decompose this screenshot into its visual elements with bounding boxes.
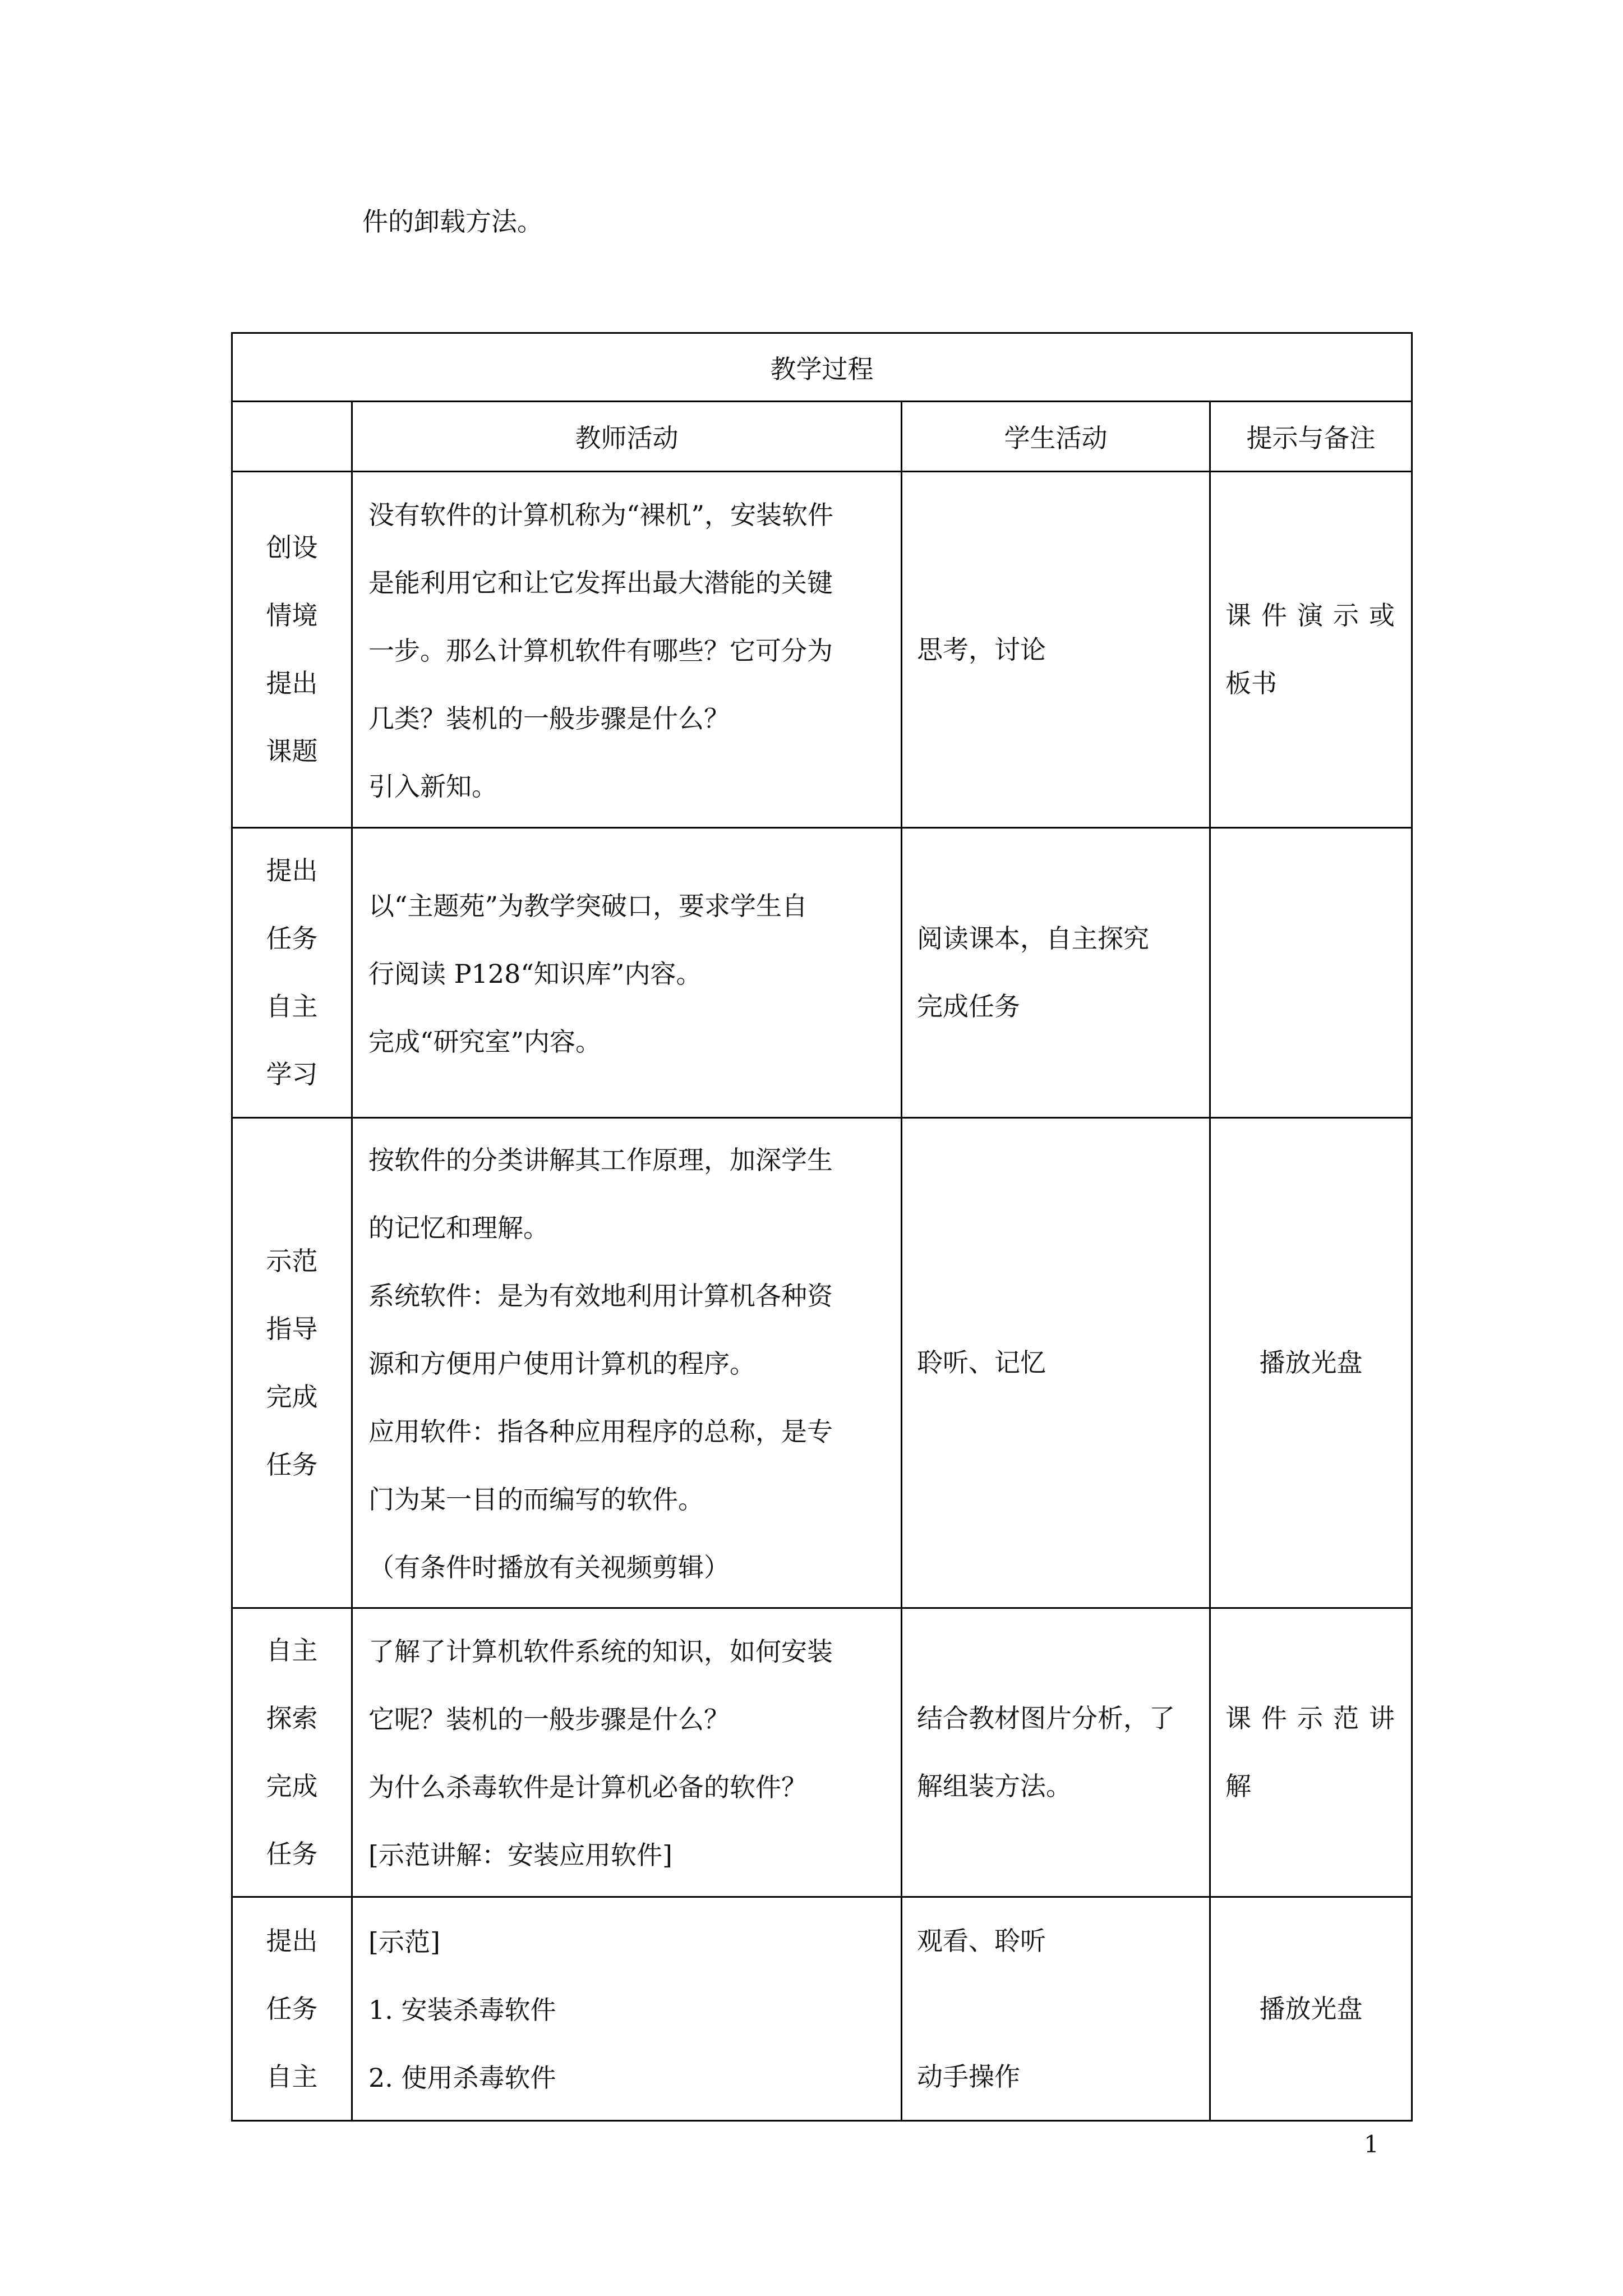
teacher-activity-cell [352,1608,902,1897]
stage-cell [232,828,352,1118]
teacher-line: 完成“研究室”内容。 [368,1026,602,1057]
teacher-line: 没有软件的计算机称为“裸机”，安装软件 [368,499,834,530]
notes-cell [1210,1608,1412,1897]
table-row [232,1608,1412,1897]
student-activity-cell [902,828,1210,1118]
table-row [232,1897,1412,2121]
student-line: 动手操作 [917,2061,1020,2092]
page-number: 1 [1364,2131,1379,2158]
stage-text: 创设 [266,532,318,563]
header-stage [232,402,352,472]
notes-cell [1210,1118,1412,1608]
table-row [232,828,1412,1118]
stage-text: 提出 [266,1925,318,1956]
stage-text: 任务 [266,923,318,954]
teacher-line: 按软件的分类讲解其工作原理，加深学生 [368,1145,833,1175]
student-activity-cell [902,472,1210,828]
teacher-line: 为什么杀毒软件是计算机必备的软件？ [368,1772,807,1802]
stage-text: 学习 [266,1059,318,1089]
teacher-line: 行阅读 P128“知识库”内容。 [368,958,702,989]
stage-text: 完成 [266,1771,318,1801]
table-row [232,1118,1412,1608]
teacher-line: 1. 安装杀毒软件 [368,1994,556,2025]
notes-cell [1210,828,1412,1118]
teacher-line: 2. 使用杀毒软件 [368,2062,556,2093]
header-row [232,402,1412,472]
header-teacher: 教师活动 [352,402,902,472]
teacher-line: 一步。那么计算机软件有哪些？它可分为 [368,635,833,666]
teacher-activity-cell [352,1118,902,1608]
student-line: 观看、聆听 [917,1925,1046,1956]
teacher-activity-cell [352,472,902,828]
teacher-line: 几类？装机的一般步骤是什么？ [368,703,730,734]
stage-text: 探索 [266,1703,318,1733]
teacher-line: [示范讲解：安装应用软件] [368,1840,672,1870]
stage-text: 自主 [266,2061,318,2092]
stage-text: 自主 [266,991,318,1022]
stage-cell [232,1118,352,1608]
teacher-line: 应用软件：指各种应用程序的总称，是专 [368,1416,833,1447]
stage-text: 课题 [266,736,318,766]
stage-text: 提出 [266,668,318,698]
teacher-activity-cell [352,828,902,1118]
stage-text: 自主 [266,1635,318,1665]
blank-line [917,1975,1195,2043]
teacher-line: 以“主题苑”为教学突破口，要求学生自 [368,890,808,921]
student-line: 阅读课本，自主探究 [917,923,1149,954]
teacher-line: 是能利用它和让它发挥出最大潜能的关键 [368,567,833,598]
stage-text: 指导 [266,1313,318,1344]
student-line: 聆听、记忆 [917,1347,1046,1378]
note-line: 课件演示或 [1225,600,1405,631]
stage-text: 情境 [266,600,318,631]
teacher-line: 门为某一目的而编写的软件。 [368,1484,704,1515]
note-line: 播放光盘 [1259,1993,1363,2024]
teacher-line: 源和方便用户使用计算机的程序。 [368,1349,755,1379]
teacher-line: [示范] [368,1926,440,1957]
teacher-activity-cell [352,1897,902,2121]
stage-text: 示范 [266,1245,318,1276]
student-activity-cell [902,1118,1210,1608]
student-line: 解组装方法。 [917,1771,1072,1801]
teacher-line: 系统软件：是为有效地利用计算机各种资 [368,1281,833,1311]
table-title: 教学过程 [232,333,1412,402]
teacher-line: 它呢？装机的一般步骤是什么？ [368,1704,730,1734]
stage-cell [232,472,352,828]
teaching-process-table [231,332,1413,2122]
teacher-line: 的记忆和理解。 [368,1213,549,1243]
note-line: 解 [1225,1771,1251,1801]
stage-text: 任务 [266,1449,318,1480]
note-line: 课件示范讲 [1225,1703,1405,1733]
notes-cell [1210,1897,1412,2121]
student-line: 结合教材图片分析，了 [917,1703,1175,1733]
stage-cell [232,1608,352,1897]
teacher-line: 了解了计算机软件系统的知识，如何安装 [368,1636,833,1667]
notes-cell [1210,472,1412,828]
note-line: 播放光盘 [1259,1347,1363,1378]
student-activity-cell [902,1897,1210,2121]
table-row [232,472,1412,828]
note-line: 板书 [1225,668,1277,698]
student-line: 完成任务 [917,991,1020,1022]
header-notes: 提示与备注 [1210,402,1412,472]
stage-text: 任务 [266,1993,318,2024]
intro-line: 件的卸载方法。 [362,206,543,237]
header-student: 学生活动 [902,402,1210,472]
stage-text: 提出 [266,855,318,886]
stage-cell [232,1897,352,2121]
stage-text: 任务 [266,1839,318,1869]
teacher-line: 引入新知。 [368,771,497,802]
student-line: 思考，讨论 [917,634,1046,665]
teacher-line: （有条件时播放有关视频剪辑） [368,1552,730,1582]
student-activity-cell [902,1608,1210,1897]
stage-text: 完成 [266,1381,318,1412]
